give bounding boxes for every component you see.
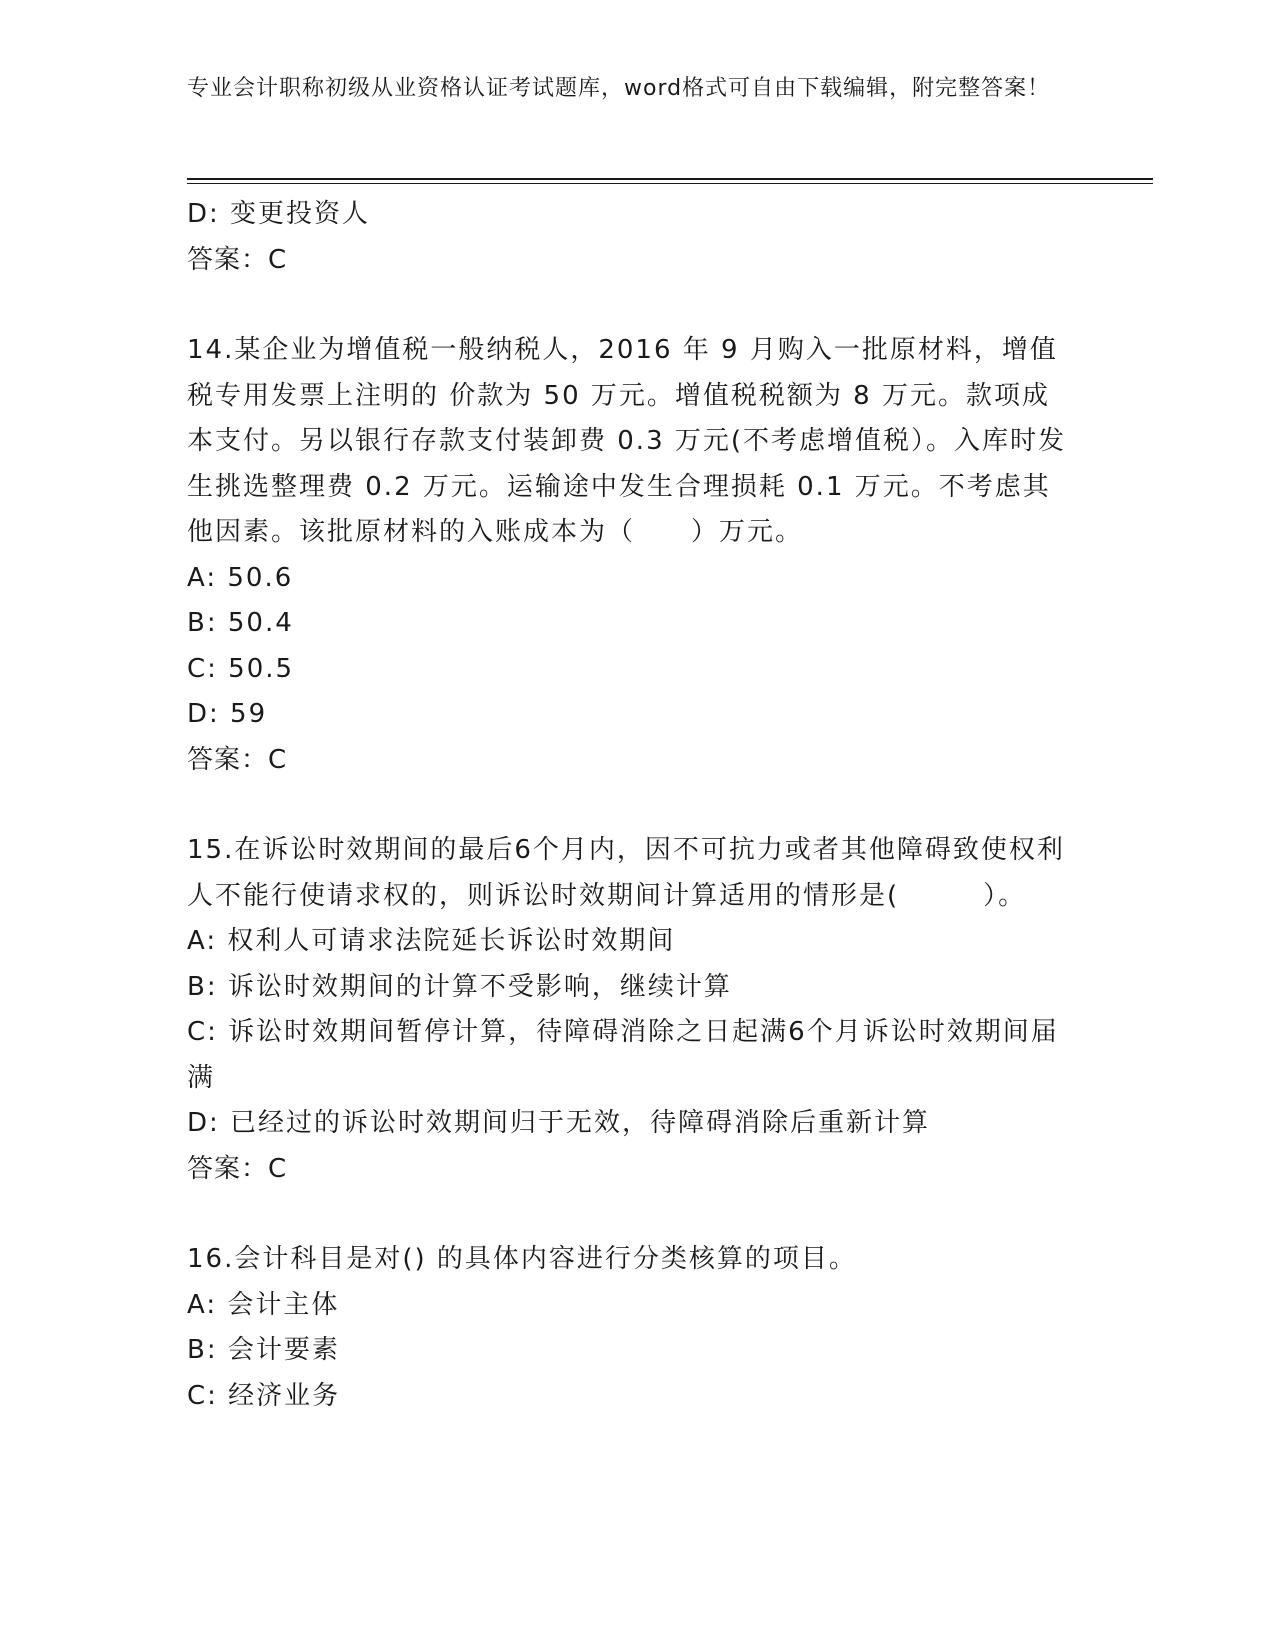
option-c: C: 50.5 [187,653,295,684]
previous-question-tail [187,192,1067,283]
option-c: C: 诉讼时效期间暂停计算，待障碍消除之日起满6个月诉讼时效期间届满 [187,1017,1059,1093]
option-b: B: 诉讼时效期间的计算不受影响，继续计算 [187,971,732,1002]
document-header: 专业会计职称初级从业资格认证考试题库，word格式可自由下载编辑，附完整答案！ [187,76,1051,101]
option-d: D: 已经过的诉讼时效期间归于无效，待障碍消除后重新计算 [187,1108,931,1138]
option-d: D: 59 [187,699,268,729]
option-c: C: 经济业务 [187,1380,341,1411]
question-14 [187,328,1067,783]
question-stem: 16.会计科目是对() 的具体内容进行分类核算的项目。 [187,1244,857,1274]
answer-line: 答案：C [187,244,288,275]
option-a: A: 50.6 [187,562,294,593]
option-a: A: 会计主体 [187,1289,340,1320]
question-16 [187,1237,1067,1419]
answer-line: 答案：C [187,1153,288,1184]
option-b: B: 50.4 [187,608,294,638]
question-stem: 14.某企业为增值税一般纳税人，2016 年 9 月购入一批原材料，增值税专用发票上注明的 价款为 50 万元。增值税税额为 8 万元。款项成本支付。另以银行存款支付装卸费 0.3 万元(不考虑增值税）。入库时发生挑选整理费 0.2 万元。运输途中发生合理损耗 0.1 万元。不考虑其他因素。该批原材料的入账成本为（ ）万元。 [187,335,1067,547]
option-a: A: 权利人可请求法院延长诉讼时效期间 [187,926,676,956]
question-gap [187,783,1067,828]
question-15 [187,828,1067,1192]
answer-line: 答案：C [187,744,288,775]
question-content [187,192,1067,1419]
option-d: D: 变更投资人 [187,199,371,229]
question-stem: 15.在诉讼时效期间的最后6个月内，因不可抗力或者其他障碍致使权利人不能行使请求权的，则诉讼时效期间计算适用的情形是( ）。 [187,835,1065,911]
option-b: B: 会计要素 [187,1335,340,1365]
header-divider-thin [187,183,1153,184]
question-gap [187,1192,1067,1237]
header-divider-thick [187,178,1153,180]
question-gap [187,283,1067,328]
